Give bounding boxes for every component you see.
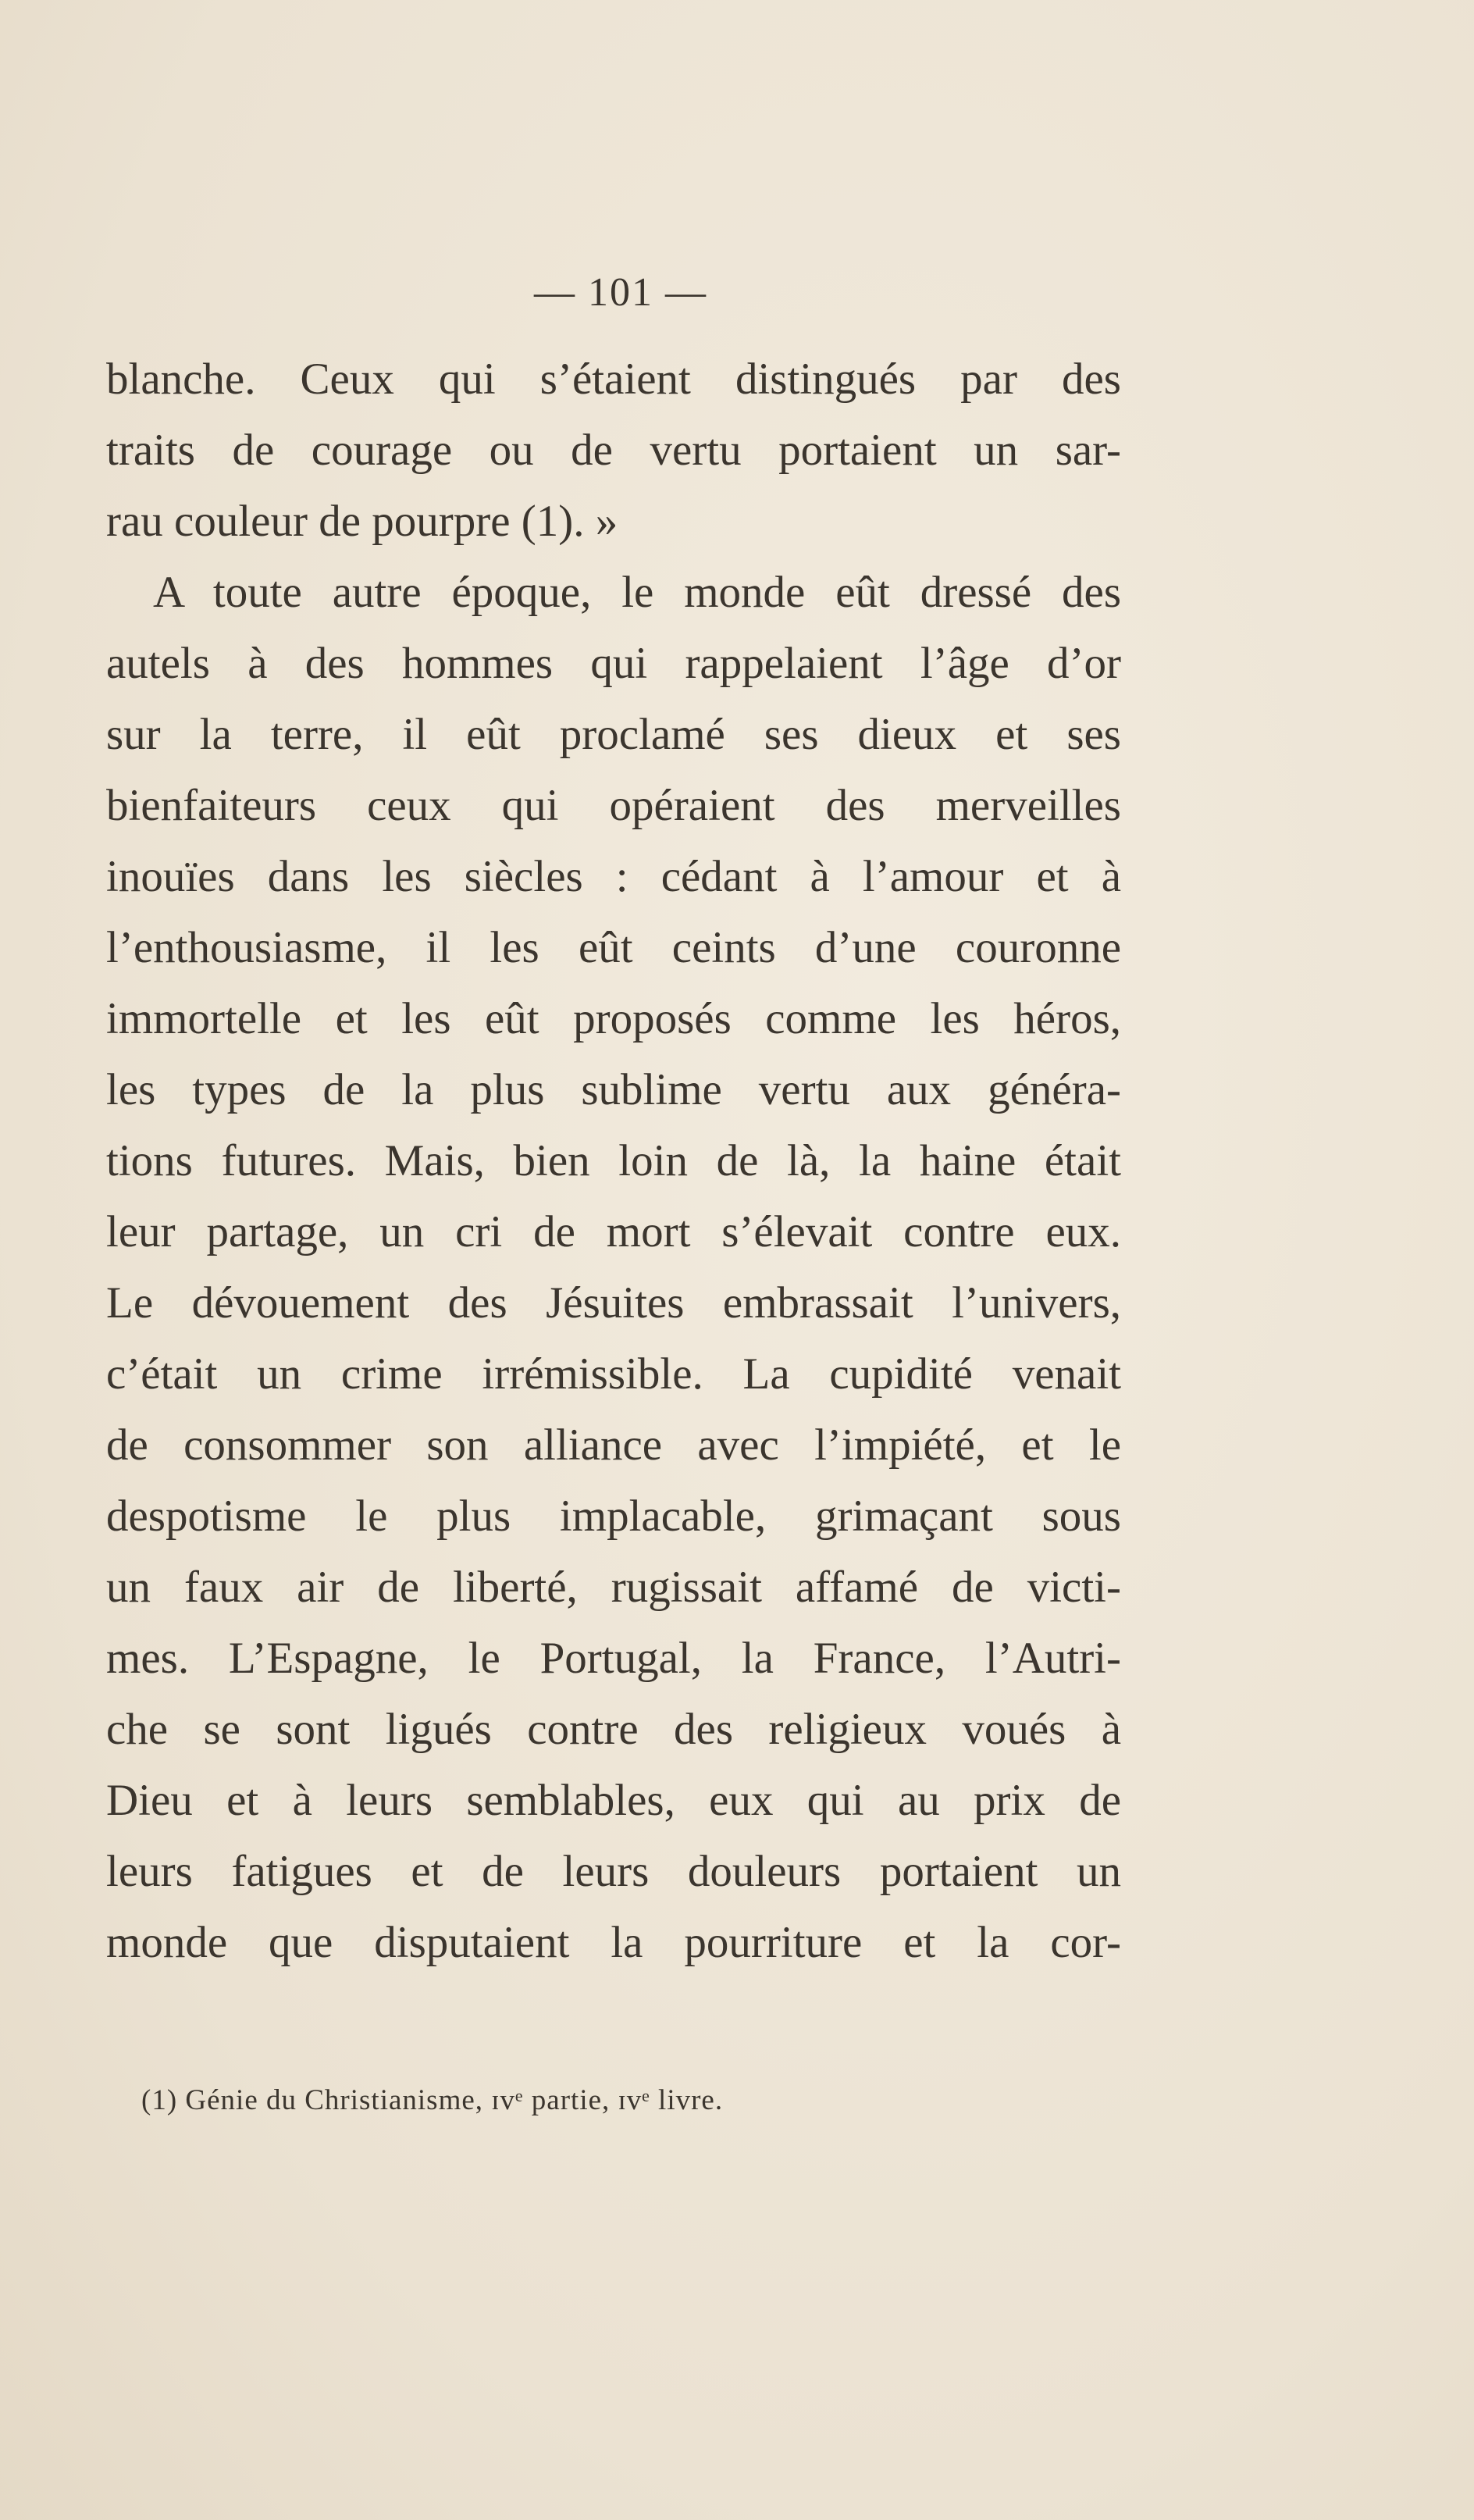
text-line: sur la terre, il eût proclamé ses dieux et ses — [106, 710, 1121, 759]
text-line: l’enthousiasme, il les eût ceints d’une couronne — [106, 923, 1121, 972]
page-number: — 101 — — [534, 270, 707, 315]
text-line: leur partage, un cri de mort s’élevait contre eux. — [106, 1207, 1121, 1256]
text-line: mes. L’Espagne, le Portugal, la France, l’Autri- — [106, 1634, 1121, 1683]
text-line: leurs fatigues et de leurs douleurs portaient un — [106, 1847, 1121, 1896]
text-line: immortelle et les eût proposés comme les héros, — [106, 994, 1121, 1043]
text-line: autels à des hommes qui rappelaient l’âge d’or — [106, 639, 1121, 688]
text-line: inouïes dans les siècles : cédant à l’amour et à — [106, 852, 1121, 901]
text-line: blanche. Ceux qui s’étaient distingués par des — [106, 355, 1121, 404]
footnote: (1) Génie du Christianisme, ɪᴠᵉ partie, ɪᴠᵉ livre. — [141, 2084, 724, 2116]
text-line: tions futures. Mais, bien loin de là, la haine était — [106, 1136, 1121, 1185]
text-line: monde que disputaient la pourriture et la cor- — [106, 1918, 1121, 1967]
text-line: un faux air de liberté, rugissait affamé de victi- — [106, 1563, 1121, 1612]
text-line: A toute autre époque, le monde eût dressé des — [153, 568, 1121, 617]
text-line: traits de courage ou de vertu portaient un sar- — [106, 426, 1121, 475]
text-line: che se sont ligués contre des religieux voués à — [106, 1705, 1121, 1754]
text-line: les types de la plus sublime vertu aux généra- — [106, 1065, 1121, 1114]
text-line: despotisme le plus implacable, grimaçant sous — [106, 1492, 1121, 1541]
text-line: c’était un crime irrémissible. La cupidité venait — [106, 1349, 1121, 1399]
text-line: bienfaiteurs ceux qui opéraient des merveilles — [106, 781, 1121, 830]
body-text — [106, 344, 1121, 1978]
text-line: de consommer son alliance avec l’impiété, et le — [106, 1420, 1121, 1470]
text-line: rau couleur de pourpre (1). » — [106, 497, 618, 546]
text-line: Dieu et à leurs semblables, eux qui au prix de — [106, 1776, 1121, 1825]
text-line: Le dévouement des Jésuites embrassait l’univers, — [106, 1278, 1121, 1328]
